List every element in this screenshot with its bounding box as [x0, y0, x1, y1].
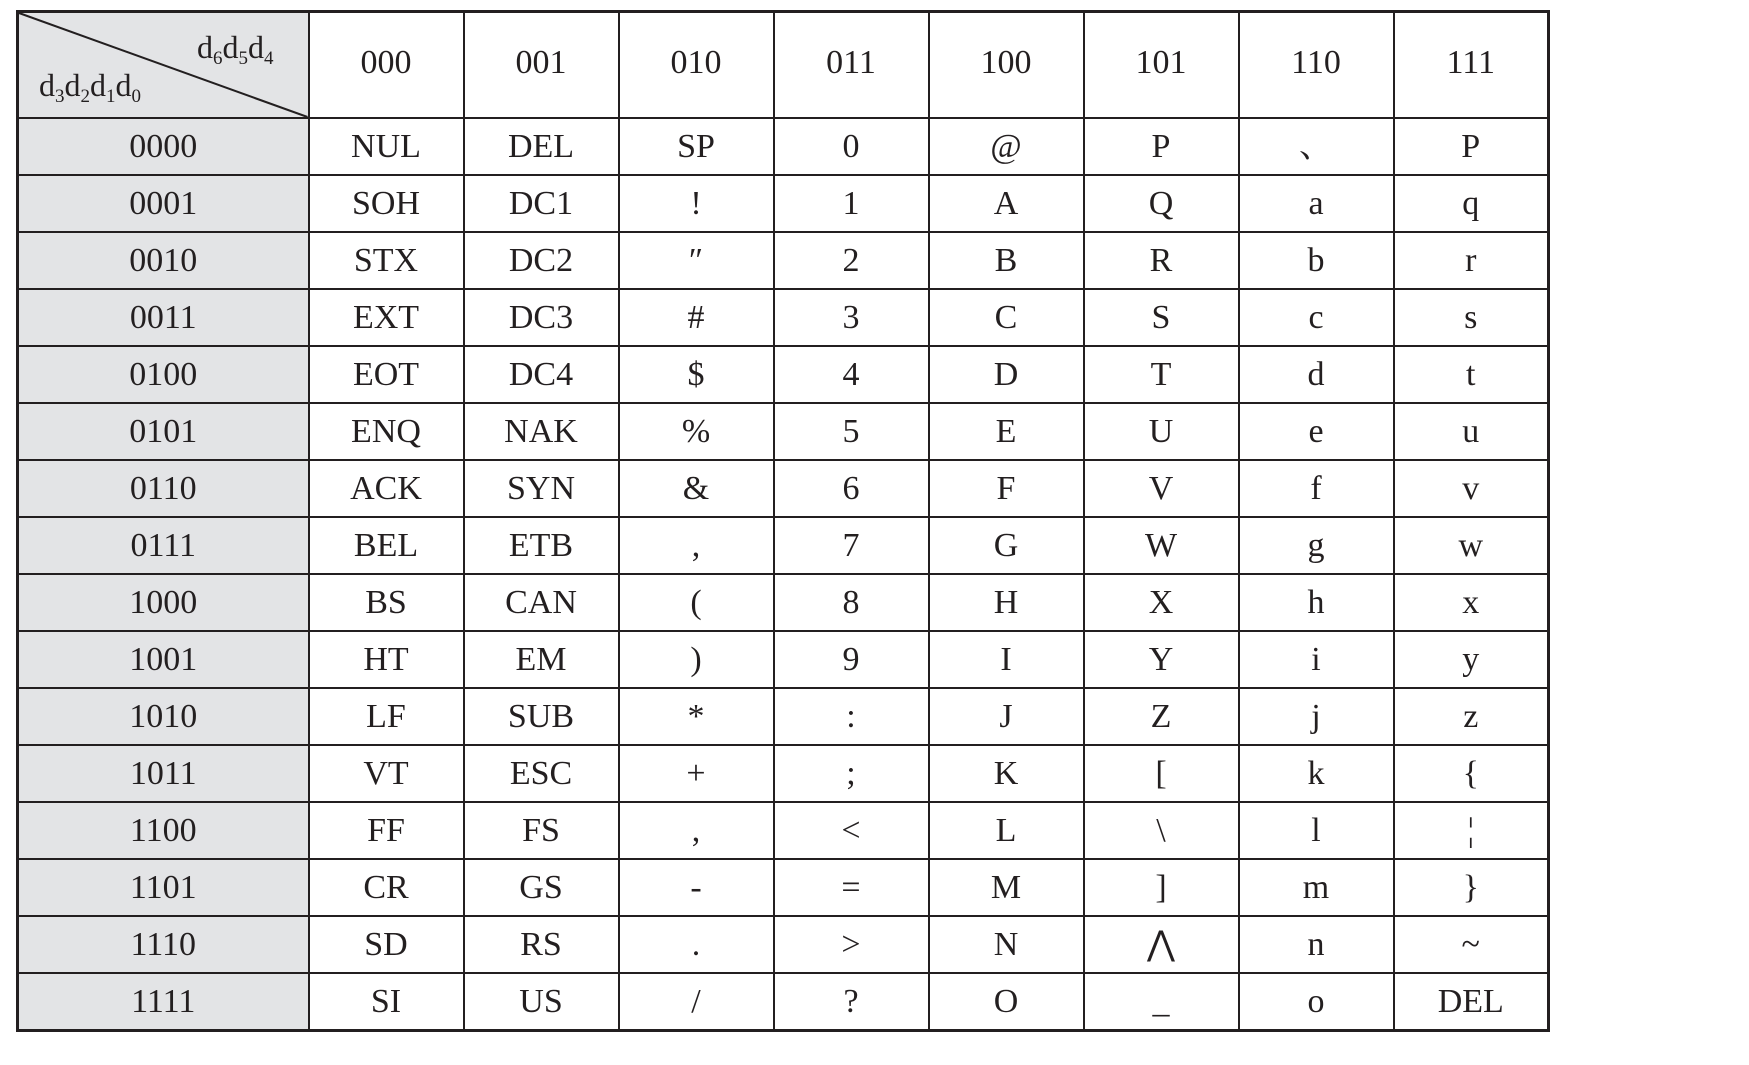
table-cell: 4: [774, 346, 929, 403]
table-cell: >: [774, 916, 929, 973]
table-cell: 5: [774, 403, 929, 460]
table-cell: <: [774, 802, 929, 859]
bottom-subscript-3: 0: [131, 86, 141, 107]
table-cell: \: [1084, 802, 1239, 859]
table-cell: ETB: [464, 517, 619, 574]
table-cell: E: [929, 403, 1084, 460]
table-cell: K: [929, 745, 1084, 802]
row-header-0010: 0010: [18, 232, 309, 289]
table-cell: ;: [774, 745, 929, 802]
table-row: [18, 460, 1549, 517]
table-cell: DC1: [464, 175, 619, 232]
table-cell: B: [929, 232, 1084, 289]
table-cell: CAN: [464, 574, 619, 631]
table-cell: o: [1239, 973, 1394, 1031]
column-header-001: 001: [464, 12, 619, 119]
table-row: [18, 688, 1549, 745]
row-header-0100: 0100: [18, 346, 309, 403]
table-cell: y: [1394, 631, 1549, 688]
row-header-1010: 1010: [18, 688, 309, 745]
table-cell: O: [929, 973, 1084, 1031]
bottom-subscript-0: 3: [55, 86, 65, 107]
table-row: [18, 574, 1549, 631]
row-header-1000: 1000: [18, 574, 309, 631]
top-base-1: d: [222, 29, 239, 65]
table-cell: F: [929, 460, 1084, 517]
top-subscript-0: 6: [213, 48, 223, 69]
table-row: [18, 745, 1549, 802]
table-cell: }: [1394, 859, 1549, 916]
table-cell: ¦: [1394, 802, 1549, 859]
row-header-0011: 0011: [18, 289, 309, 346]
table-cell: #: [619, 289, 774, 346]
table-cell: STX: [309, 232, 464, 289]
table-cell: +: [619, 745, 774, 802]
row-header-1101: 1101: [18, 859, 309, 916]
table-cell: N: [929, 916, 1084, 973]
table-cell: T: [1084, 346, 1239, 403]
table-cell: [: [1084, 745, 1239, 802]
table-cell: CR: [309, 859, 464, 916]
table-cell: Z: [1084, 688, 1239, 745]
table-cell: FF: [309, 802, 464, 859]
ascii-code-table: [16, 10, 1550, 1032]
column-header-011: 011: [774, 12, 929, 119]
bottom-subscript-1: 2: [80, 86, 90, 107]
table-cell: R: [1084, 232, 1239, 289]
table-cell: c: [1239, 289, 1394, 346]
row-header-0001: 0001: [18, 175, 309, 232]
table-cell: i: [1239, 631, 1394, 688]
table-cell: ]: [1084, 859, 1239, 916]
table-row: [18, 517, 1549, 574]
table-row: [18, 118, 1549, 175]
table-cell: $: [619, 346, 774, 403]
table-cell: SYN: [464, 460, 619, 517]
table-cell: ENQ: [309, 403, 464, 460]
row-header-0111: 0111: [18, 517, 309, 574]
column-header-000: 000: [309, 12, 464, 119]
column-header-111: 111: [1394, 12, 1549, 119]
table-cell: L: [929, 802, 1084, 859]
table-cell: ⋀: [1084, 916, 1239, 973]
table-cell: V: [1084, 460, 1239, 517]
table-row: [18, 346, 1549, 403]
bottom-base-0: d: [39, 67, 55, 103]
table-cell: H: [929, 574, 1084, 631]
row-header-0110: 0110: [18, 460, 309, 517]
table-cell: t: [1394, 346, 1549, 403]
table-cell: 、: [1239, 118, 1394, 175]
table-cell: u: [1394, 403, 1549, 460]
table-cell: z: [1394, 688, 1549, 745]
table-cell: DC3: [464, 289, 619, 346]
table-cell: DEL: [1394, 973, 1549, 1031]
bottom-base-3: d: [115, 67, 132, 103]
table-cell: SP: [619, 118, 774, 175]
table-cell: @: [929, 118, 1084, 175]
low-bits-label: [39, 67, 141, 107]
table-cell: a: [1239, 175, 1394, 232]
table-cell: ESC: [464, 745, 619, 802]
bottom-base-1: d: [64, 67, 81, 103]
table-cell: BS: [309, 574, 464, 631]
table-cell: Y: [1084, 631, 1239, 688]
table-cell: :: [774, 688, 929, 745]
table-cell: FS: [464, 802, 619, 859]
top-base-2: d: [248, 29, 264, 65]
table-cell: 0: [774, 118, 929, 175]
table-cell: k: [1239, 745, 1394, 802]
table-cell: r: [1394, 232, 1549, 289]
table-row: [18, 232, 1549, 289]
table-cell: DC4: [464, 346, 619, 403]
table-cell: ~: [1394, 916, 1549, 973]
table-cell: Q: [1084, 175, 1239, 232]
table-cell: !: [619, 175, 774, 232]
table-body: [18, 12, 1549, 1031]
top-base-0: d: [197, 29, 213, 65]
table-cell: G: [929, 517, 1084, 574]
row-header-0000: 0000: [18, 118, 309, 175]
table-cell: -: [619, 859, 774, 916]
table-cell: EOT: [309, 346, 464, 403]
table-row: [18, 289, 1549, 346]
row-header-1110: 1110: [18, 916, 309, 973]
table-cell: %: [619, 403, 774, 460]
table-cell: VT: [309, 745, 464, 802]
table-row: [18, 175, 1549, 232]
column-header-110: 110: [1239, 12, 1394, 119]
table-cell: ): [619, 631, 774, 688]
table-row: [18, 403, 1549, 460]
table-cell: x: [1394, 574, 1549, 631]
column-header-101: 101: [1084, 12, 1239, 119]
table-cell: A: [929, 175, 1084, 232]
table-cell: =: [774, 859, 929, 916]
table-cell: _: [1084, 973, 1239, 1031]
table-cell: 2: [774, 232, 929, 289]
table-cell: I: [929, 631, 1084, 688]
table-cell: EM: [464, 631, 619, 688]
table-row: [18, 973, 1549, 1031]
table-cell: P: [1394, 118, 1549, 175]
row-header-0101: 0101: [18, 403, 309, 460]
table-cell: ACK: [309, 460, 464, 517]
table-cell: X: [1084, 574, 1239, 631]
table-cell: v: [1394, 460, 1549, 517]
table-cell: w: [1394, 517, 1549, 574]
table-cell: 6: [774, 460, 929, 517]
table-cell: e: [1239, 403, 1394, 460]
table-cell: f: [1239, 460, 1394, 517]
high-bits-label: [197, 29, 274, 69]
table-cell: s: [1394, 289, 1549, 346]
table-cell: n: [1239, 916, 1394, 973]
table-cell: SOH: [309, 175, 464, 232]
row-header-1111: 1111: [18, 973, 309, 1031]
table-cell: (: [619, 574, 774, 631]
table-row: [18, 916, 1549, 973]
table-cell: NAK: [464, 403, 619, 460]
table-cell: 1: [774, 175, 929, 232]
table-row: [18, 802, 1549, 859]
top-subscript-2: 4: [264, 48, 274, 69]
table-cell: 8: [774, 574, 929, 631]
table-cell: /: [619, 973, 774, 1031]
table-cell: SI: [309, 973, 464, 1031]
bottom-subscript-2: 1: [106, 86, 116, 107]
table-cell: DEL: [464, 118, 619, 175]
corner-header-cell: [18, 12, 309, 119]
table-cell: SD: [309, 916, 464, 973]
column-header-100: 100: [929, 12, 1084, 119]
table-cell: g: [1239, 517, 1394, 574]
bottom-base-2: d: [90, 67, 106, 103]
row-header-1100: 1100: [18, 802, 309, 859]
table-cell: J: [929, 688, 1084, 745]
table-cell: *: [619, 688, 774, 745]
table-cell: l: [1239, 802, 1394, 859]
table-cell: U: [1084, 403, 1239, 460]
table-cell: W: [1084, 517, 1239, 574]
table-cell: .: [619, 916, 774, 973]
row-header-1001: 1001: [18, 631, 309, 688]
table-cell: ,: [619, 517, 774, 574]
table-cell: DC2: [464, 232, 619, 289]
table-cell: C: [929, 289, 1084, 346]
table-cell: ,: [619, 802, 774, 859]
table-cell: b: [1239, 232, 1394, 289]
table-cell: GS: [464, 859, 619, 916]
row-header-1011: 1011: [18, 745, 309, 802]
table-cell: ″: [619, 232, 774, 289]
table-cell: BEL: [309, 517, 464, 574]
table-cell: 3: [774, 289, 929, 346]
column-header-010: 010: [619, 12, 774, 119]
table-cell: m: [1239, 859, 1394, 916]
table-row: [18, 631, 1549, 688]
table-cell: RS: [464, 916, 619, 973]
table-cell: q: [1394, 175, 1549, 232]
top-subscript-1: 5: [238, 48, 248, 69]
table-cell: LF: [309, 688, 464, 745]
table-cell: P: [1084, 118, 1239, 175]
table-cell: d: [1239, 346, 1394, 403]
column-header-row: [18, 12, 1549, 119]
table-cell: D: [929, 346, 1084, 403]
table-cell: S: [1084, 289, 1239, 346]
table-cell: US: [464, 973, 619, 1031]
table-row: [18, 859, 1549, 916]
table-cell: M: [929, 859, 1084, 916]
table-cell: HT: [309, 631, 464, 688]
table-cell: j: [1239, 688, 1394, 745]
table-cell: EXT: [309, 289, 464, 346]
table-cell: 9: [774, 631, 929, 688]
table-cell: ?: [774, 973, 929, 1031]
table-cell: SUB: [464, 688, 619, 745]
table-cell: 7: [774, 517, 929, 574]
table-cell: h: [1239, 574, 1394, 631]
table-cell: &: [619, 460, 774, 517]
table-cell: NUL: [309, 118, 464, 175]
table-cell: {: [1394, 745, 1549, 802]
